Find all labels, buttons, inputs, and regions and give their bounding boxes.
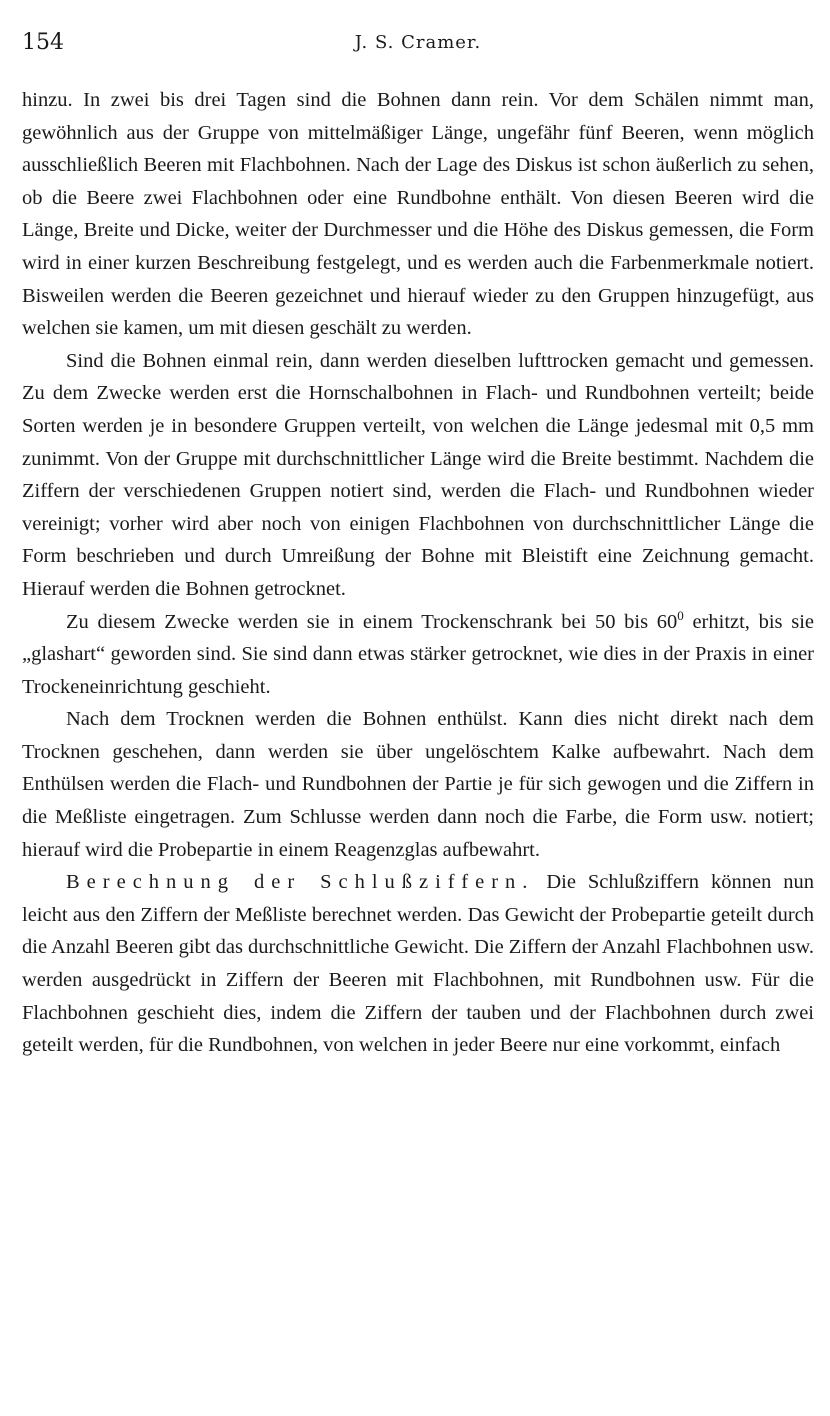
book-page <box>22 30 814 1062</box>
paragraph-5-rest: Die Schlußziffern können nun leicht aus den Ziffern der Meßliste berechnet werden. Das Gewicht der Probepartie geteilt durch die Anzahl Beeren gibt das durchschnittliche Gewicht. Die Ziffern der Anzahl Flachbohnen usw. werden ausgedrückt in Ziffern der Beeren mit Flachbohnen, mit Rundbohnen usw. Für die Flachbohnen geschieht dies, indem die Ziffern der tauben und der Flachbohnen durch zwei geteilt werden, für die Rundbohnen, von welchen in jeder Beere nur eine vorkommt, einfach <box>22 871 815 1057</box>
paragraph-4: Nach dem Trocknen werden die Bohnen enthülst. Kann dies nicht direkt nach dem Trocknen geschehen, dann werden sie über ungelöschtem Kalke aufbewahrt. Nach dem Enthülsen werden die Flach- und Rundbohnen der Partie je für sich gewogen und die Ziffern in die Meßliste eingetragen. Zum Schlusse werden dann noch die Farbe, die Form usw. notiert; hierauf wird die Probepartie in einem Reagenzglas aufbewahrt. <box>22 708 814 861</box>
page-number: 154 <box>22 30 64 55</box>
body-text <box>22 84 814 1062</box>
page-header <box>22 30 814 64</box>
paragraph-3-start: Zu diesem Zwecke werden sie in einem Trockenschrank bei 50 bis 60 <box>66 610 678 633</box>
paragraph-3-end: erhitzt, bis sie „glashart“ geworden sind. Sie sind dann etwas stärker getrocknet, wie dies in der Praxis in einer Trockeneinrichtung geschieht. <box>22 610 814 698</box>
paragraph-3 <box>22 606 814 704</box>
section-heading: Berechnung der Schlußziffern. <box>66 871 535 894</box>
running-head: J. S. Cramer. <box>354 32 482 53</box>
paragraph-2: Sind die Bohnen einmal rein, dann werden dieselben lufttrocken gemacht und gemessen. Zu dem Zwecke werden erst die Hornschalbohnen in Flach- und Rundbohnen verteilt; beide Sorten werden je in besondere Gruppen verteilt, von welchen die Länge jedesmal mit 0,5 mm zunimmt. Von der Gruppe mit durchschnittlicher Länge wird die Breite bestimmt. Nachdem die Ziffern der verschiedenen Gruppen notiert sind, werden die Flach- und Rundbohnen wieder vereinigt; vorher wird aber noch von einigen Flachbohnen von durchschnittlicher Länge die Form beschrieben und durch Umreißung der Bohne mit Bleistift eine Zeichnung gemacht. Hierauf werden die Bohnen getrocknet. <box>22 349 814 600</box>
degree-superscript: 0 <box>677 607 684 623</box>
paragraph-1: hinzu. In zwei bis drei Tagen sind die Bohnen dann rein. Vor dem Schälen nimmt man, gewöhnlich aus der Gruppe von mittelmäßiger Länge, ungefähr fünf Beeren, wenn möglich ausschließlich Beeren mit Flachbohnen. Nach der Lage des Diskus ist schon äußerlich zu sehen, ob die Beere zwei Flachbohnen oder eine Rundbohne enthält. Von diesen Beeren wird die Länge, Breite und Dicke, weiter der Durchmesser und die Höhe des Diskus gemessen, die Form wird in einer kurzen Beschreibung festgelegt, und es werden auch die Farbenmerkmale notiert. Bisweilen werden die Beeren gezeichnet und hierauf wieder zu den Gruppen hinzugefügt, aus welchen sie kamen, um mit diesen geschält zu werden. <box>22 89 814 340</box>
paragraph-5 <box>22 866 814 1062</box>
